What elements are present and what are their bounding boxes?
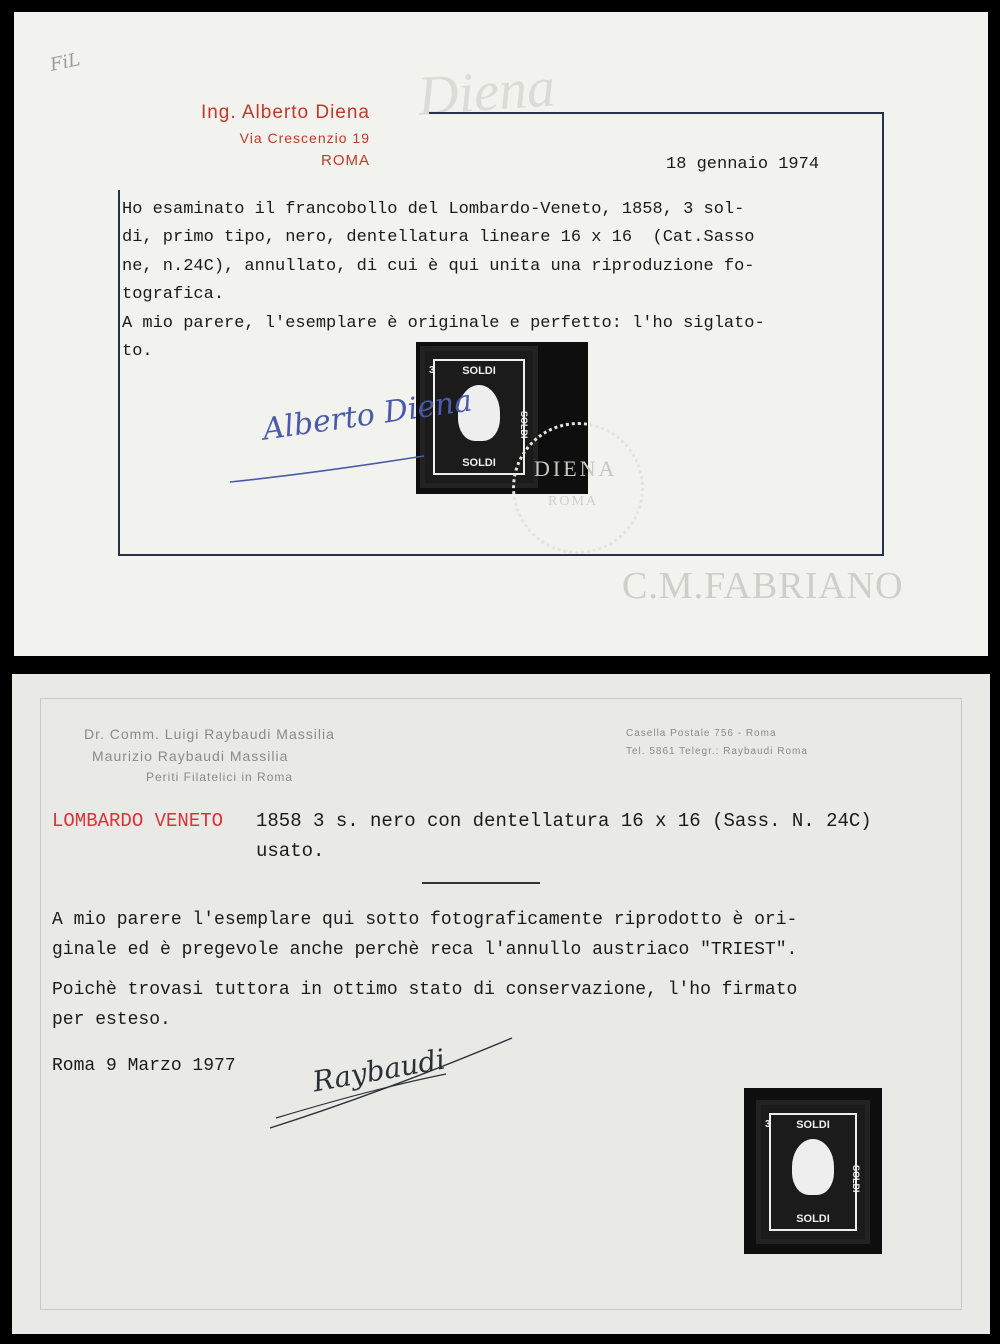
paragraph-line: per esteso. xyxy=(52,1010,171,1030)
stamp-side-label: SOLDI xyxy=(519,411,529,439)
body-line: tografica. xyxy=(122,285,225,304)
letterhead-contact: Casella Postale 756 - Roma xyxy=(626,728,777,739)
heading-country: LOMBARDO VENETO xyxy=(52,810,224,832)
heading-description: 1858 3 s. nero con dentellatura 16 x 16 (Sass. N. 24C) xyxy=(256,810,872,832)
handwritten-signature: Raybaudi xyxy=(310,1042,448,1099)
certificate-date: 18 gennaio 1974 xyxy=(666,155,820,174)
letterhead-line: Periti Filatelici in Roma xyxy=(146,770,294,784)
seal-city: ROMA xyxy=(548,494,599,509)
stamp-value: 3 xyxy=(429,365,435,376)
stamp-bottom-label: SOLDI xyxy=(462,457,496,469)
letterhead-line: Dr. Comm. Luigi Raybaudi Massilia xyxy=(84,726,335,742)
diena-certificate xyxy=(14,12,988,656)
margin-note: FiL xyxy=(48,49,83,76)
heading-condition: usato. xyxy=(256,840,325,862)
paragraph-line: ginale ed è pregevole anche perchè reca l'annullo austriaco "TRIEST". xyxy=(52,940,798,960)
paragraph-line: Poichè trovasi tuttora in ottimo stato di conservazione, l'ho firmato xyxy=(52,980,798,1000)
body-line: to. xyxy=(122,342,153,361)
letterhead-name: Ing. Alberto Diena xyxy=(200,102,370,123)
stamp-top-label: SOLDI xyxy=(796,1119,830,1131)
body-line: di, primo tipo, nero, dentellatura lineare 16 x 16 (Cat.Sasso xyxy=(122,228,755,247)
paper-watermark: C.M.FABRIANO xyxy=(622,565,904,607)
frame-left-border xyxy=(118,190,120,556)
letterhead-address: Via Crescenzio 19 xyxy=(239,130,370,146)
signature-flourish-icon xyxy=(266,1034,516,1134)
body-line: Ho esaminato il francobollo del Lombardo-Veneto, 1858, 3 sol- xyxy=(122,200,745,219)
seal-name: DIENA xyxy=(534,456,618,481)
letterhead-city: ROMA xyxy=(321,152,370,169)
stamp-side-label: SOLDI xyxy=(851,1165,861,1193)
emperor-portrait-icon xyxy=(792,1139,834,1195)
signature-underline-icon xyxy=(228,448,428,488)
stamp-value: 3 xyxy=(765,1119,771,1130)
stamp-top-label: SOLDI xyxy=(462,365,496,377)
embossed-seal xyxy=(512,422,644,554)
diena-signature-watermark: Diena xyxy=(416,56,557,128)
raybaudi-certificate xyxy=(12,674,990,1334)
stamp-image xyxy=(756,1100,870,1244)
letterhead-line: Maurizio Raybaudi Massilia xyxy=(92,748,289,764)
letterhead-contact: Tel. 5861 Telegr.: Raybaudi Roma xyxy=(626,746,808,757)
body-line: ne, n.24C), annullato, di cui è qui unita una riproduzione fo- xyxy=(122,257,755,276)
handwritten-signature: Alberto Diena xyxy=(260,383,475,448)
paragraph-line: A mio parere l'esemplare qui sotto fotograficamente riprodotto è ori- xyxy=(52,910,798,930)
divider xyxy=(422,882,540,884)
place-date: Roma 9 Marzo 1977 xyxy=(52,1056,236,1076)
stamp-bottom-label: SOLDI xyxy=(796,1213,830,1225)
body-line: A mio parere, l'esemplare è originale e perfetto: l'ho siglato- xyxy=(122,314,765,333)
